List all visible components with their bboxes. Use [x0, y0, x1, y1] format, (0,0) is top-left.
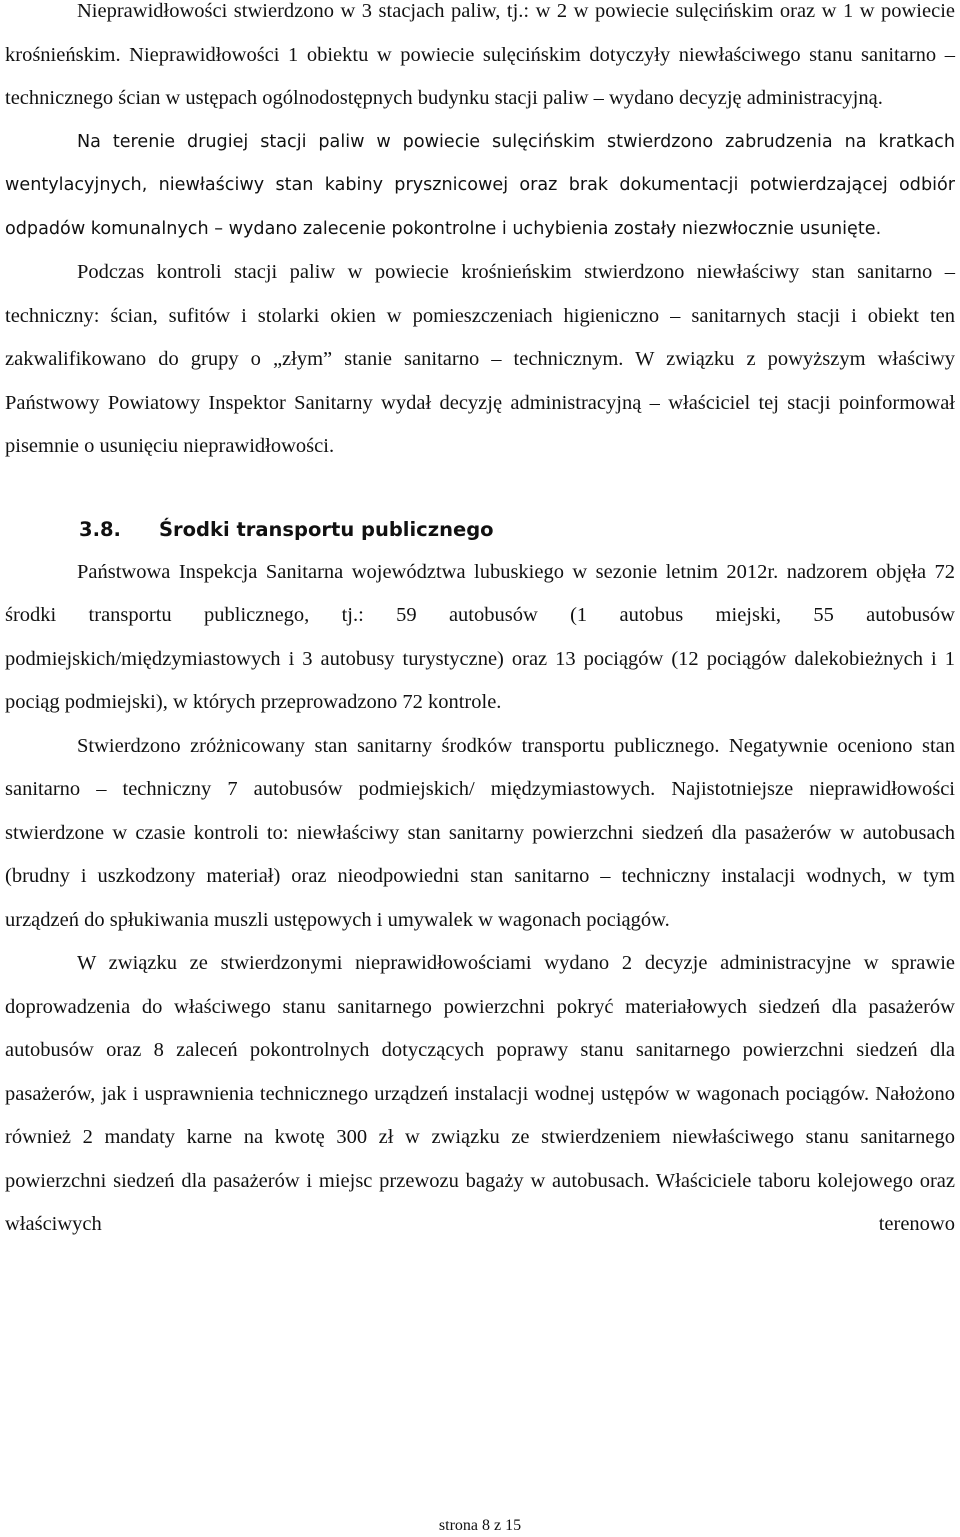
paragraph-transport-1: Państwowa Inspekcja Sanitarna województwa lubuskiego w sezonie letnim 2012r. nadzorem objęła 72 środki transportu publicznego, tj.: 59 autobusów (1 autobus miejski, 55 autobusów podmiejskich/międzymiastowych i 3 autobusy turystyczne) oraz 13 pociągów (12 pociągów dalekobieżnych i 1 pociąg podmiejski), w których przeprowadzono 72 kontrole.	[5, 560, 955, 713]
paragraph-fuel-3: Podczas kontroli stacji paliw w powiecie krośnieńskim stwierdzono niewłaściwy stan sanitarno – techniczny: ścian, sufitów i stolarki okien w pomieszczeniach higieniczno – sanitarnych stacji i obiekt ten zakwalifikowano do grupy o „złym” stanie sanitarno – technicznym. W związku z powyższym właściwy Państwowy Powiatowy Inspektor Sanitarny wydał decyzję administracyjną – właściciel tej stacji poinformował pisemnie o usunięciu nieprawidłowości.	[5, 261, 955, 457]
section-heading	[5, 515, 955, 545]
document-page	[5, 0, 955, 1247]
section-title: Środki transportu publicznego	[159, 517, 494, 541]
paragraph-fuel-2: Na terenie drugiej stacji paliw w powiecie sulęcińskim stwierdzono zabrudzenia na kratkach wentylacyjnych, niewłaściwy stan kabiny prysznicowej oraz brak dokumentacji potwierdzającej odbiór odpadów komunalnych – wydano zalecenie pokontrolne i uchybienia zostały niezwłocznie usunięte.	[5, 131, 955, 239]
section-number: 3.8.	[79, 517, 121, 541]
paragraph-fuel-1: Nieprawidłowości stwierdzono w 3 stacjach paliw, tj.: w 2 w powiecie sulęcińskim oraz w 1 w powiecie krośnieńskim. Nieprawidłowości 1 obiektu w powiecie sulęcińskim dotyczyły niewłaściwego stanu sanitarno – technicznego ścian w ustępach ogólnodostępnych budynku stacji paliw – wydano decyzję administracyjną.	[5, 0, 955, 109]
page-footer	[0, 1516, 960, 1536]
page-number: strona 8 z 15	[438, 1517, 522, 1534]
paragraph-transport-3: W związku ze stwierdzonymi nieprawidłowościami wydano 2 decyzje administracyjne w sprawie doprowadzenia do właściwego stanu sanitarnego powierzchni pokryć materiałowych siedzeń dla pasażerów autobusów oraz 8 zaleceń pokontrolnych dotyczących poprawy stanu sanitarnego powierzchni siedzeń dla pasażerów, jak i usprawnienia technicznego urządzeń instalacji wodnej ustępów w wagonach pociągów. Nałożono również 2 mandaty karne na kwotę 300 zł w związku ze stwierdzeniem niewłaściwego stanu sanitarnego powierzchni siedzeń dla pasażerów i miejsc przewozu bagaży w autobusach. Właściciele taboru kolejowego oraz właściwych terenowo	[5, 952, 955, 1235]
paragraph-transport-2: Stwierdzono zróżnicowany stan sanitarny środków transportu publicznego. Negatywnie oceniono stan sanitarno – techniczny 7 autobusów podmiejskich/ międzymiastowych. Najistotniejsze nieprawidłowości stwierdzone w czasie kontroli to: niewłaściwy stan sanitarny powierzchni siedzeń dla pasażerów w autobusach (brudny i uszkodzony materiał) oraz nieodpowiedni stan sanitarno – techniczny instalacji wodnych, w tym urządzeń do spłukiwania muszli ustępowych i umywalek w wagonach pociągów.	[5, 734, 955, 931]
